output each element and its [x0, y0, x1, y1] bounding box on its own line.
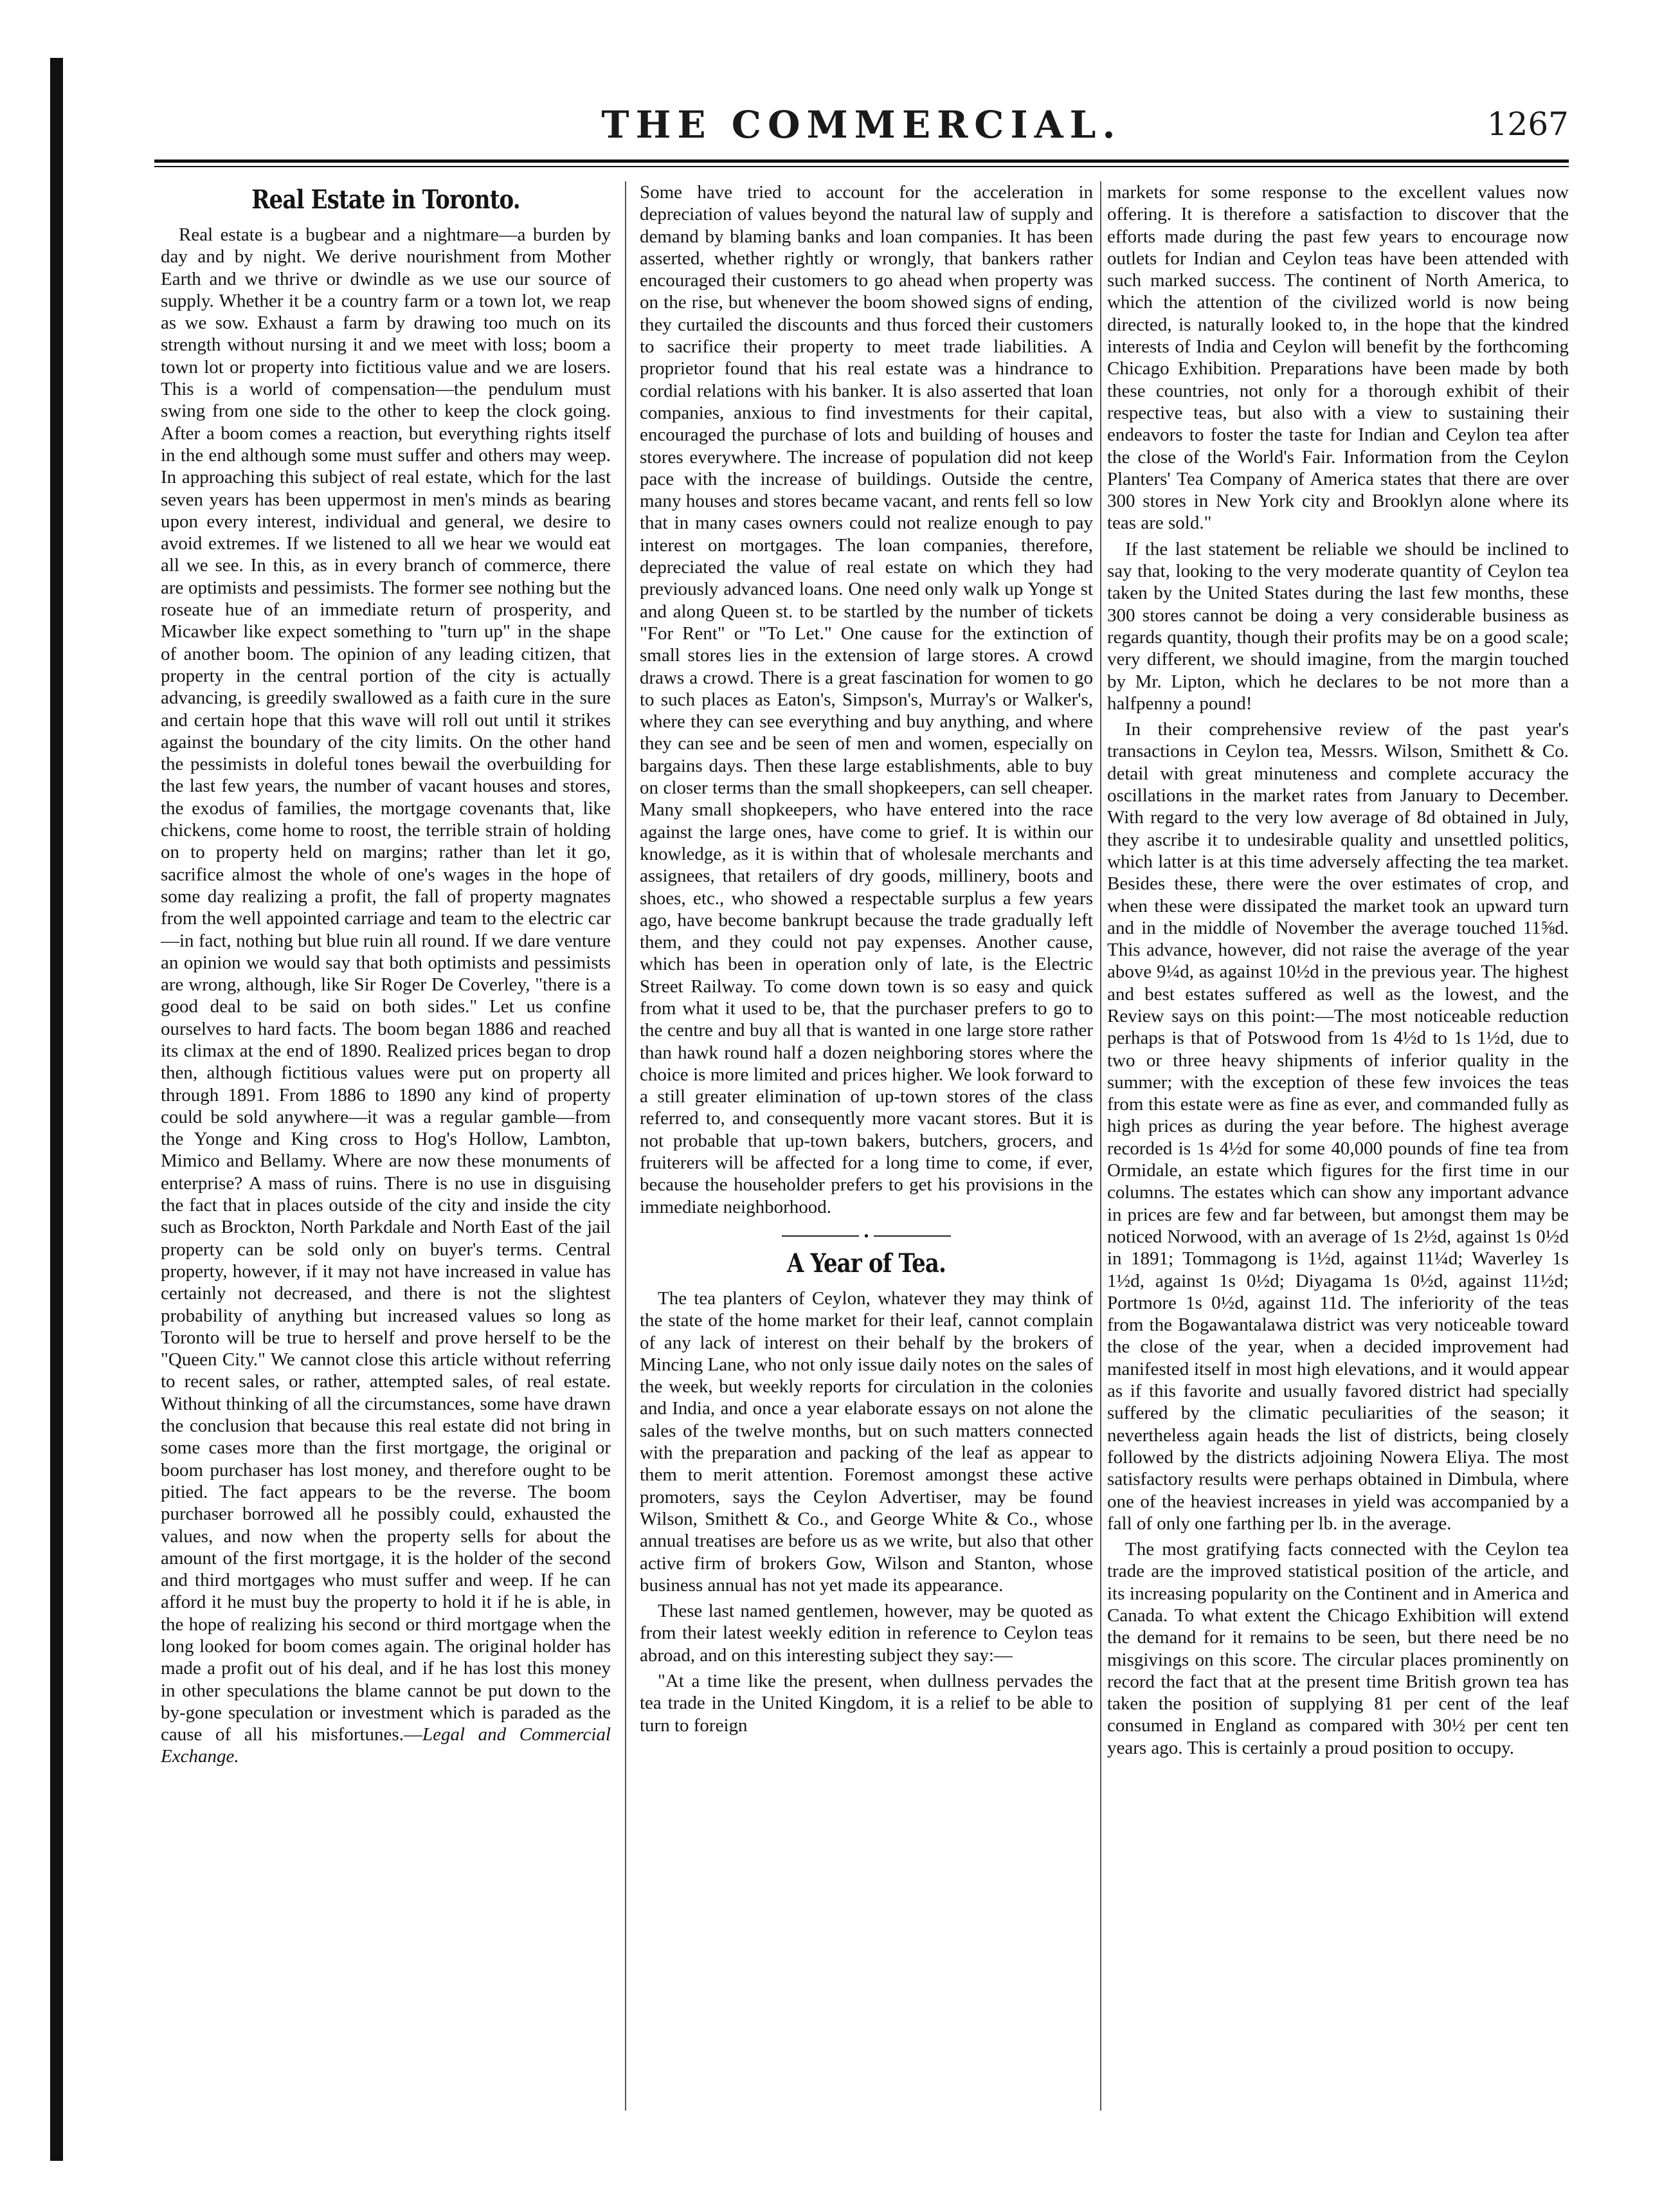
- section-divider: •: [640, 1230, 1093, 1242]
- article-paragraph: markets for some response to the excellent values now offering. It is therefore a satisfaction to discover that the efforts made during the past few years to encourage now outlets for Indian and Ceylon teas have been attended with such marked success. The continent of North America, to which the attention of the civilized world is now being directed, is naturally looked to, in the hope that the kindred interests of India and Ceylon will benefit by the forthcoming Chicago Exhibition. Preparations have been made by both these countries, not only for a thorough exhibit of their respective teas, but also with a view to sustaining their endeavors to foster the taste for Indian and Ceylon tea after the close of the World's Fair. Information from the Ceylon Planters' Tea Company of America states that there are over 300 stores in New York city and Brooklyn alone where its teas are sold.": [1107, 182, 1569, 534]
- article-paragraph: The most gratifying facts connected with the Ceylon tea trade are the improved statistical position of the article, and its increasing popularity on the Continent and in America and Canada. To what extent the Chicago Exhibition will extend the demand for it remains to be seen, but there need be no misgivings on this score. The circular places prominently on record the fact that at the present time British grown tea has taken the position of supplying 81 per cent of the leaf consumed in England as compared with 30½ per cent ten years ago. This is certainly a proud position to occupy.: [1107, 1539, 1569, 1758]
- page-number: 1267: [1486, 105, 1569, 143]
- article-headline: Real Estate in Toronto.: [251, 185, 520, 215]
- article-source: Legal and Commercial Exchange.: [161, 1724, 611, 1767]
- article-paragraph: [161, 224, 611, 1768]
- binding-edge: [50, 58, 63, 2161]
- header-rule: [154, 159, 1569, 163]
- column-divider: [625, 181, 626, 2111]
- column-divider: [1100, 181, 1101, 2111]
- masthead: [154, 103, 1569, 161]
- column-1: [161, 181, 611, 2124]
- article-headline: A Year of Tea.: [786, 1248, 946, 1278]
- article-paragraph: These last named gentlemen, however, may be quoted as from their latest weekly edition in reference to Ceylon teas abroad, and on this interesting subject they say:—: [640, 1601, 1093, 1666]
- article-paragraph: In their comprehensive review of the past year's transactions in Ceylon tea, Messrs. Wilson, Smithett & Co. detail with great minuteness and complete accuracy the oscillations in the market rates from January to December. With regard to the very low average of 8d obtained in July, they ascribe it to undesirable quality and unsettled politics, which latter is at this time adversely affecting the tea market. Besides these, there were the over estimates of crop, and when these were dissipated the market took an upward turn and in the middle of November the average touched 11⅝d. This advance, however, did not raise the average of the year above 9¼d, as against 10½d in the previous year. The highest and best estates suffered as well as the lowest, and the Review says on this point:—The most noticeable reduction perhaps is that of Potswood from 1s 4½d to 1s 1½d, due to two or three heavy shipments of inferior quality in the summer; with the exception of these few invoices the teas from this estate were as fine as ever, and commanded fully as high prices as during the year before. The highest average recorded is 1s 4½d for some 40,000 pounds of fine tea from Ormidale, an estate which figures for the first time in our columns. The estates which can show any important advance in prices are few and far between, but amongst them may be noticed Norwood, with an average of 1s 2½d, against 1s 0½d in 1891; Tommagong is 1½d, against 11¼d; Waverley 1s 1½d, against 1s 0½d; Diyagama 1s 0½d, against 11½d; Portmore 1s 0½d, against 11d. The inferiority of the teas from the Bogawantalawa district was very noticeable toward the close of the year, when a decided improvement had manifested itself in most high elevations, and it would appear as if this favorite and usually favored district had specially suffered by the climatic peculiarities of the season; it nevertheless again heads the list of districts, being closely followed by the districts adjoining Nowera Eliya. The most satisfactory results were perhaps obtained in Dimbula, where one of the heaviest increases in yield was accompanied by a fall of only one farthing per lb. in the average.: [1107, 719, 1569, 1534]
- column-2: [640, 181, 1093, 2124]
- article-text: Real estate is a bugbear and a nightmare—a burden by day and by night. We derive nourishment from Mother Earth and we thrive or dwindle as we use our source of supply. Whether it be a country farm or a town lot, we reap as we sow. Exhaust a farm by drawing too much on its strength without nursing it and we meet with loss; boom a town lot or property into fictitious value and we are losers. This is a world of compensation—the pendulum must swing from one side to the other to keep the clock going. After a boom comes a reaction, but everything rights itself in the end although some must suffer and others may weep. In approaching this subject of real estate, which for the last seven years has been uppermost in men's minds as bearing upon every interest, individual and general, we desire to avoid extremes. If we listened to all we hear we would eat all we see. In this, as in every branch of commerce, there are optimists and pessimists. The former see nothing but the roseate hue of an immediate return of prosperity, and Micawber like expect something to "turn up" in the shape of another boom. The opinion of any leading citizen, that property in the central portion of the city is actually advancing, is greedily swallowed as a faith cure in the sure and certain hope that this wave will roll out until it strikes against the boundary of the city limits. On the other hand the pessimists in doleful tones bewail the overbuilding for the last few years, the number of vacant houses and stores, the exodus of families, the mortgage covenants that, like chickens, come home to roost, the terrible strain of holding on to property held on margins; rather than let it go, sacrifice almost the whole of one's wages in the hope of some day realizing a profit, the fall of property magnates from the well appointed carriage and team to the electric car—in fact, nothing but blue ruin all round. If we dare venture an opinion we would say that both optimists and pessimists are wrong, although, like Sir Roger De Coverley, "there is a good deal to be said on both sides." Let us confine ourselves to hard facts. The boom began 1886 and reached its climax at the end of 1890. Realized prices began to drop then, although fictitious values were put on property all through 1891. From 1886 to 1890 any kind of property could be sold anywhere—it was a regular gamble—from the Yonge and King cross to Hog's Hollow, Lambton, Mimico and Bellamy. Where are now these monuments of enterprise? A mass of ruins. There is no use in disguising the fact that in places outside of the city and inside the city such as Brockton, North Parkdale and North East of the jail property can be sold only on buyer's terms. Central property, however, if it may not have increased in value has certainly not decreased, and there is not the slightest probability of anything but increased values so long as Toronto will be true to herself and prove herself to be the "Queen City." We cannot close this article without referring to recent sales, or rather, attempted sales, of real estate. Without thinking of all the circumstances, some have drawn the conclusion that because this real estate did not bring in some cases more than the first mortgage, the original or boom purchaser has lost money, and therefore ought to be pitied. The fact appears to be the reverse. The boom purchaser borrowed all he possibly could, exhausted the values, and now when the property sells for about the amount of the first mortgage, it is the holder of the second and third mortgages who must suffer and weep. If he can afford it he must buy the property to hold it if he is able, in the hope of realizing his second or third mortgage when the long looked for boom comes again. The original holder has made a profit out of his deal, and if he has lost this money in other speculations the blame cannot be put down to the by-gone speculation or investment which is paraded as the cause of all his misfortunes.—: [161, 224, 611, 1745]
- article-paragraph: Some have tried to account for the acceleration in depreciation of values beyond the natural law of supply and demand by blaming banks and loan companies. It has been asserted, whether rightly or wrongly, that bankers rather encouraged their customers to go ahead when property was on the rise, but whenever the boom showed signs of ending, they curtailed the discounts and thus forced their customers to sacrifice their property to meet trade liabilities. A proprietor found that his real estate was a hindrance to cordial relations with his banker. It is also asserted that loan companies, anxious to find investments for their capital, encouraged the purchase of lots and building of houses and stores everywhere. The increase of population did not keep pace with the increase of buildings. Outside the centre, many houses and stores became vacant, and rents fell so low that in many cases owners could not realize enough to pay interest on mortgages. The loan companies, therefore, depreciated the value of real estate on which they had previously advanced loans. One need only walk up Yonge st and along Queen st. to be startled by the number of tickets "For Rent" or "To Let." One cause for the extinction of small stores lies in the extension of large stores. A crowd draws a crowd. There is a great fascination for women to go to such places as Eaton's, Simpson's, Murray's or Walker's, where they can see everything and buy anything, and where they can see and be seen of men and women, especially on bargains days. Then these large establishments, able to buy on closer terms than the small shopkeepers, can sell cheaper. Many small shopkeepers, who have entered into the race against the large ones, have come to grief. It is within our knowledge, as it is within that of wholesale merchants and assignees, that retailers of dry goods, millinery, boots and shoes, etc., who showed a respectable surplus a few years ago, have become bankrupt because the trade gradually left them, and they could not pay expenses. Another cause, which has been in operation only of late, is the Electric Street Railway. To come down town is so easy and quick from what it used to be, that the purchaser prefers to go to the centre and buy all that is wanted in one large store rather than hawk round half a dozen neighboring stores where the choice is more limited and prices higher. We look forward to a still greater elimination of up-town stores of the class referred to, and consequently more vacant stores. But it is not probable that up-town bakers, butchers, grocers, and fruiterers will be affected for a long time to come, if ever, because the householder prefers to get his provisions in the immediate neighborhood.: [640, 182, 1093, 1217]
- article-paragraph: "At a time like the present, when dullness pervades the tea trade in the United Kingdom, it is a relief to be able to turn to foreign: [640, 1671, 1093, 1736]
- newspaper-title: THE COMMERCIAL.: [601, 103, 1122, 147]
- article-paragraph: If the last statement be reliable we should be inclined to say that, looking to the very moderate quantity of Ceylon tea taken by the United States during the last few months, these 300 stores cannot be doing a very considerable business as regards quantity, though their profits may be on a good scale; very different, we should imagine, from the margin touched by Mr. Lipton, which he declares to be not more than a halfpenny a pound!: [1107, 538, 1569, 714]
- header-rule-thin: [154, 166, 1569, 167]
- article-paragraph: The tea planters of Ceylon, whatever they may think of the state of the home market for their leaf, cannot complain of any lack of interest on their behalf by the brokers of Mincing Lane, who not only issue daily notes on the sales of the week, but weekly reports for circulation in the colonies and India, and once a year elaborate essays on not alone the sales of the twelve months, but on such matters connected with the preparation and packing of the leaf as appear to them to merit attention. Foremost amongst these active promoters, says the Ceylon Advertiser, may be found Wilson, Smithett & Co., and George White & Co., whose annual treatises are before us as we write, but also that other active firm of brokers Gow, Wilson and Stanton, whose business annual has not yet made its appearance.: [640, 1288, 1093, 1596]
- column-3: [1107, 181, 1569, 2124]
